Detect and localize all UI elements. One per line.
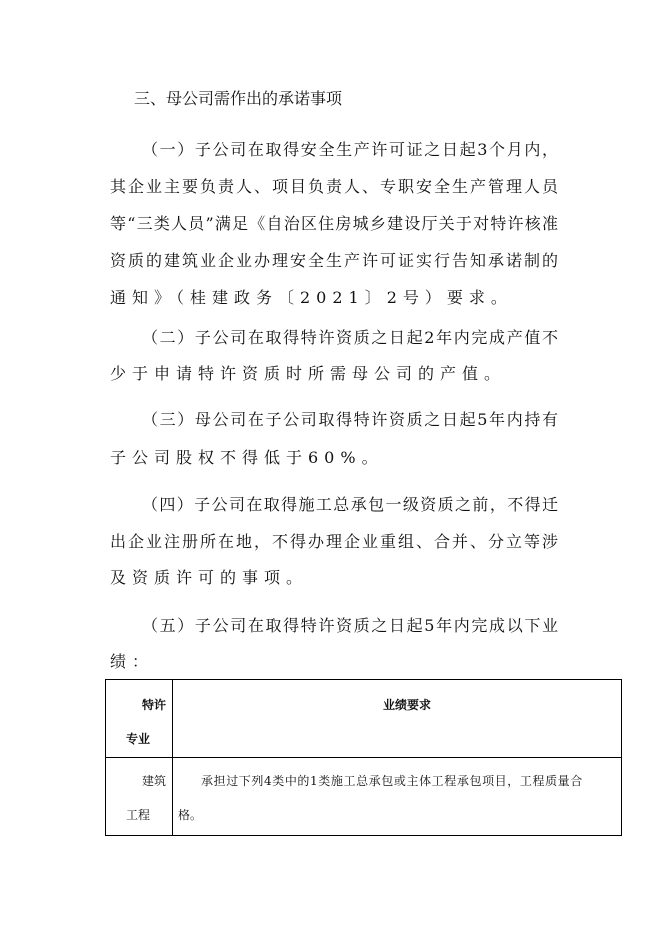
paragraph-line: （三）母公司在子公司取得特许资质之日起5年内持有 bbox=[142, 410, 558, 429]
header-col1-line1: 特许 bbox=[141, 698, 166, 712]
paragraph-line: 及资质许可的事项。 bbox=[110, 568, 309, 587]
paragraph-line: 出企业注册所在地，不得办理企业重组、合并、分立等涉 bbox=[110, 532, 558, 551]
paragraph-line: 绩： bbox=[110, 652, 155, 671]
table-header-row bbox=[106, 680, 622, 758]
row-col2-line1: 承担过下列4类中的1类施工总承包或主体工程承包项目，工程质量合 bbox=[201, 774, 583, 788]
table-row bbox=[106, 758, 622, 836]
paragraph-line: （一）子公司在取得安全生产许可证之日起3个月内， bbox=[142, 140, 558, 159]
paragraph-line: （四）子公司在取得施工总承包一级资质之前，不得迁 bbox=[142, 495, 558, 514]
paragraph-line: 其企业主要负责人、项目负责人、专职安全生产管理人员 bbox=[110, 177, 558, 196]
row-col1-line1: 建筑 bbox=[141, 774, 166, 788]
section-heading: 三、母公司需作出的承诺事项 bbox=[134, 89, 343, 108]
paragraph-line: （二）子公司在取得特许资质之日起2年内完成产值不 bbox=[142, 328, 558, 347]
paragraph-line: （五）子公司在取得特许资质之日起5年内完成以下业 bbox=[142, 616, 558, 635]
row-col1-line2: 工程 bbox=[126, 808, 151, 822]
performance-table bbox=[105, 679, 622, 836]
header-col1-line2: 专业 bbox=[126, 732, 151, 746]
paragraph-line: 子公司股权不得低于60%。 bbox=[110, 448, 384, 467]
paragraph-line: 通知》（桂建政务〔2021〕2号）要求。 bbox=[110, 288, 513, 307]
paragraph-line: 资质的建筑业企业办理安全生产许可证实行告知承诺制的 bbox=[110, 251, 558, 270]
paragraph-line: 等“三类人员”满足《自治区住房城乡建设厅关于对特许核准 bbox=[110, 214, 558, 233]
header-col2: 业绩要求 bbox=[383, 698, 432, 712]
paragraph-line: 少于申请特许资质时所需母公司的产值。 bbox=[110, 364, 507, 383]
row-col2-line2: 格。 bbox=[178, 808, 203, 822]
